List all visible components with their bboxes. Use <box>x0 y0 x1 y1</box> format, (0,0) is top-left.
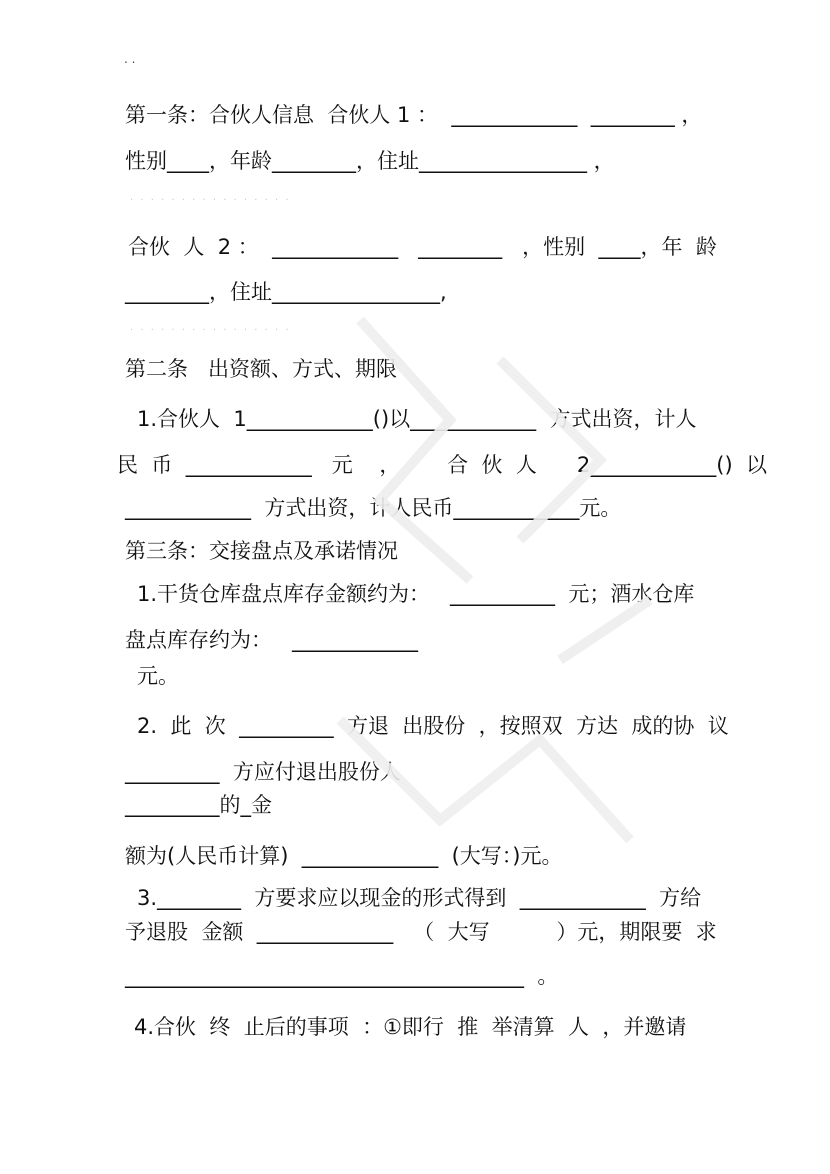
article-3-item-1: 1.干货仓库盘点库存金额约为： __________ 元；酒水仓库 <box>137 582 695 606</box>
separator-dots: · · · · · · · · · · · · · · · · <box>130 195 291 206</box>
article-2-item-1: 1.合伙人 1____________()以____________ 方式出资，计人 <box>137 407 697 431</box>
partner-2-line: 合伙 人 2 ： ____________ ________ ，性别 ____，年 龄 <box>128 235 717 259</box>
header-dots: . . <box>124 52 136 66</box>
article-1-heading: 第一条：合伙人信息 合伙人 1 ： ____________ ________ ， <box>125 103 703 127</box>
article-2-item-1-cont: 民 币 ____________ 元 ， 合 伙 人 2____________() 以 <box>117 453 768 477</box>
article-3-item-1-cont: 盘点库存约为： ____________ <box>125 628 419 652</box>
article-3-heading: 第三条：交接盘点及承诺情况 <box>125 539 398 563</box>
separator-dots: · · · · · · · · · · · · · · · · <box>130 325 291 336</box>
article-3-item-2: 2. 此 次 _________ 方退 出股份 ，按照双 方达 成的协 议 <box>137 714 729 738</box>
article-3-item-2-end: 额为(人民币计算) _____________ (大写：)元。 <box>125 844 563 868</box>
article-3-item-3: 3.________ 方要求应以现金的形式得到 ____________ 方给 <box>137 886 702 910</box>
article-2-heading: 第二条 出资额、方式、期限 <box>125 357 398 381</box>
article-3-item-2-cont2: _________的_金 <box>125 793 272 817</box>
article-2-item-1-end: ____________ 方式出资，计人民币____________元。 <box>125 496 622 520</box>
article-3-item-1-end: 元。 <box>137 664 179 688</box>
partner-1-details: 性别____，年龄________，住址________________ ， <box>125 149 615 173</box>
partner-2-address: ________，住址________________, <box>125 280 447 304</box>
article-3-item-3-end: ______________________________________ 。 <box>125 964 559 988</box>
article-3-item-4: 4.合伙 终 止后的事项 ：①即行 推 举清算 人 ，并邀请 <box>134 1015 687 1039</box>
article-3-item-2-cont: _________ 方应付退出股份人 <box>125 760 401 784</box>
article-3-item-3-cont: 予退股 金额 _____________ （ 大写 ）元，期限要 求 <box>125 920 717 944</box>
